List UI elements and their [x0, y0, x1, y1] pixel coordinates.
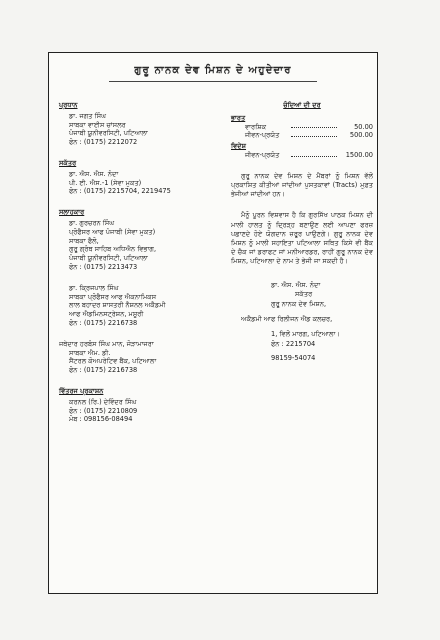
officer-line: ਫੋਨ : (0175) 2212072: [69, 138, 138, 147]
donation-appeal: ਮੈਨੂੰ ਪੂਰਨ ਵਿਸ਼ਵਾਸ ਹੈ ਕਿ ਗੁਰਸਿੱਖ ਪਾਠਕ ਮਿਸ਼ਨ ਦੀ ਮਾਲੀ ਹਾਲਤ ਨੂੰ ਦ੍ਰਿੜ੍ਹ ਬਣਾਉਣ ਲਈ ਆਪਣਾ ਫਰਜ਼ ਪਛਾਣਦੇ ਹੋਏ ਯੋਗਦਾਨ ਜ਼ਰੂਰ ਪਾਉਣਗੇ। ਗੁਰੂ ਨਾਨਕ ਦੇਵ ਮਿਸ਼ਨ ਨੂੰ ਮਾਲੀ ਸਹਾਇਤਾ ਪਟਿਆਲਾ ਸਥਿਤ ਕਿਸੇ ਵੀ ਬੈਂਕ ਦੇ ਚੈਕ ਜਾਂ ਡਰਾਫਟ ਜਾਂ ਮਨੀਆਰਡਰ, ਰਾਹੀਂ ਗੁਰੂ ਨਾਨਕ ਦੇਵ ਮਿਸ਼ਨ, ਪਟਿਆਲਾ ਦੇ ਨਾਮ ਤੇ ਭੇਜੀ ਜਾ ਸਕਦੀ ਹੈ।: [231, 211, 373, 266]
officer-line: ਜਥੇਦਾਰ ਹਰਬੰਸ ਸਿੰਘ ਮਾਨ, ਜੋੜਾਮਾਜਰਾ: [59, 339, 154, 348]
officer-role: ਵਿੱਤਰਜ ਪ੍ਰਕਾਸ਼ਨ: [59, 386, 104, 395]
officer-line: ਫੋਨ : (0175) 2210809: [69, 406, 138, 415]
rate-row: [231, 123, 373, 132]
info-column: [231, 101, 373, 364]
officer-line: ਫੋਨ : (0175) 2216738: [69, 318, 138, 327]
officer-line: ਕਰਨਲ (ਰਿ.) ਦੇਵਿੰਦਰ ਸਿੰਘ: [69, 397, 137, 406]
rate-label: ਵਾਰਸ਼ਿਕ: [245, 122, 267, 131]
title-underline: [109, 81, 317, 82]
officer-line: ਸਾਬਕਾ ਐਮ. ਡੀ.: [69, 348, 111, 357]
rate-category: ਭਾਰਤ: [231, 113, 246, 122]
officer-line: ਡਾ. ਕ੍ਰਿਜਪਾਲ ਸਿੰਘ: [69, 283, 119, 292]
officer-line: ਪੰਜਾਬੀ ਯੂਨੀਵਰਸਿਟੀ, ਪਟਿਆਲਾ: [69, 254, 148, 263]
rates-title: ਚੰਦਿਆਂ ਦੀ ਦਰ: [283, 101, 321, 109]
officer-line: ਗੁਰੂ ਗ੍ਰੰਥ ਸਾਹਿਬ ਅਧਿਐਨ ਵਿਭਾਗ,: [69, 245, 157, 254]
signatory-org-2: ਅਕੈਡਮੀ ਆਫ ਰਿਲੀਜਨ ਐਂਡ ਕਲਚਰ,: [241, 315, 333, 323]
signatory-designation: ਸਕੱਤਰ: [295, 290, 313, 299]
officer-line: ਫੋਨ : (0175) 2213473: [69, 262, 138, 271]
rate-row: [231, 131, 373, 140]
officer-line: ਫੋਨ : (0175) 2216738: [69, 366, 138, 375]
officer-line: ਆਫ ਐਡਮਿਨਸਟ੍ਰੇਸ਼ਨ, ਮਸੂਰੀ: [69, 310, 144, 319]
page-title: ਗੁਰੂ ਨਾਨਕ ਦੇਵ ਮਿਸ਼ਨ ਦੇ ਅਹੁਦੇਦਾਰ: [134, 65, 292, 76]
officer-line: ਸਾਬਕਾ ਪ੍ਰੋਫੈਸਰ ਆਫ ਐਕਨਾਮਿਕਸ: [69, 292, 157, 301]
officer-block-publication: [59, 387, 229, 424]
signatory-mobile: 98159-54074: [271, 354, 316, 363]
rate-value: 1500.00: [345, 150, 373, 159]
officer-line: ਡਾ. ਗੁਰਚਰਨ ਸਿੰਘ: [69, 218, 115, 227]
officer-line: ਡਾ. ਜਗਤ ਸਿੰਘ: [69, 111, 106, 120]
page-frame: [48, 52, 378, 594]
officer-block-member: [59, 284, 229, 328]
membership-note: ਗੁਰੂ ਨਾਨਕ ਦੇਵ ਮਿਸ਼ਨ ਦੇ ਮੈਂਬਰਾਂ ਨੂੰ ਮਿਸ਼ਨ ਵੱਲੋਂ ਪ੍ਰਕਾਸ਼ਿਤ ਕੀਤੀਆਂ ਜਾਂਦੀਆਂ ਪੁਸਤਕਾਵਾਂ (Tracts) ਮੁਫ਼ਤ ਭੇਜੀਆਂ ਜਾਂਦੀਆਂ ਹਨ।: [231, 171, 373, 199]
officer-role: ਸਕੱਤਰ: [59, 158, 77, 167]
officer-line: ਪੀ. ਈ. ਐਸ.-1 (ਸੇਵਾ ਮੁਕਤ): [69, 178, 142, 187]
signature-block: [231, 281, 373, 364]
officers-column: [59, 101, 229, 436]
rate-value: 500.00: [349, 131, 373, 140]
officer-line: ਡਾ. ਐਸ. ਐਸ. ਨੰਦਾ: [69, 169, 119, 178]
rate-label: ਜੀਵਨ-ਪ੍ਰਯੰਤ: [245, 150, 280, 159]
signatory-name: ਡਾ. ਐਸ. ਐਸ. ਨੰਦਾ: [271, 280, 321, 289]
officer-line: ਪੰਜਾਬੀ ਯੂਨੀਵਰਸਿਟੀ, ਪਟਿਆਲਾ: [69, 129, 148, 138]
rate-label: ਜੀਵਨ-ਪ੍ਰਯੰਤ: [245, 131, 280, 140]
officer-role: ਸਲਾਹਕਾਰ: [59, 208, 85, 217]
officer-block-president: [59, 101, 229, 147]
officer-line: ਸੈਂਟਰਲ ਕੋਅਪਰੇਟਿਵ ਬੈਂਕ, ਪਟਿਆਲਾ: [69, 357, 157, 366]
rate-value: 50.00: [354, 122, 373, 131]
officer-line: ਮੋਬ : 098156-08494: [69, 415, 133, 424]
rate-row: [231, 151, 373, 160]
officer-line: ਸਾਬਕਾ ਵਾਈਸ ਚਾਂਸਲਰ: [69, 120, 126, 129]
officer-line: ਫੋਨ : (0175) 2215704, 2219475: [69, 187, 171, 196]
officer-role: ਪ੍ਰਧਾਨ: [59, 101, 78, 109]
dot-leader: [291, 123, 337, 129]
officer-block-member: [59, 340, 229, 375]
signatory-phone: ਫੋਨ : 2215704: [271, 339, 316, 348]
officer-line: ਸਾਬਕਾ ਫੈਲੋ,: [69, 236, 99, 245]
officer-line: ਪ੍ਰੋਫੈਸਰ ਆਫ ਪੰਜਾਬੀ (ਸੇਵਾ ਮੁਕਤ): [69, 227, 156, 236]
dot-leader: [291, 131, 337, 137]
dot-leader: [291, 151, 337, 157]
officer-line: ਲਾਲ ਬਹਾਦਰ ਸ਼ਾਸਤਰੀ ਨੈਸ਼ਨਲ ਅਕੈਡਮੀ: [69, 301, 166, 310]
officer-block-secretary: [59, 159, 229, 196]
officer-block-advisor: [59, 208, 229, 272]
signatory-org: ਗੁਰੂ ਨਾਨਕ ਦੇਵ ਮਿਸ਼ਨ,: [271, 300, 327, 309]
rate-category: ਵਿਦੇਸ਼: [231, 142, 247, 151]
signatory-address: 1, ਵਿਲੋਂ ਮਾਰਗ, ਪਟਿਆਲਾ।: [271, 329, 340, 338]
